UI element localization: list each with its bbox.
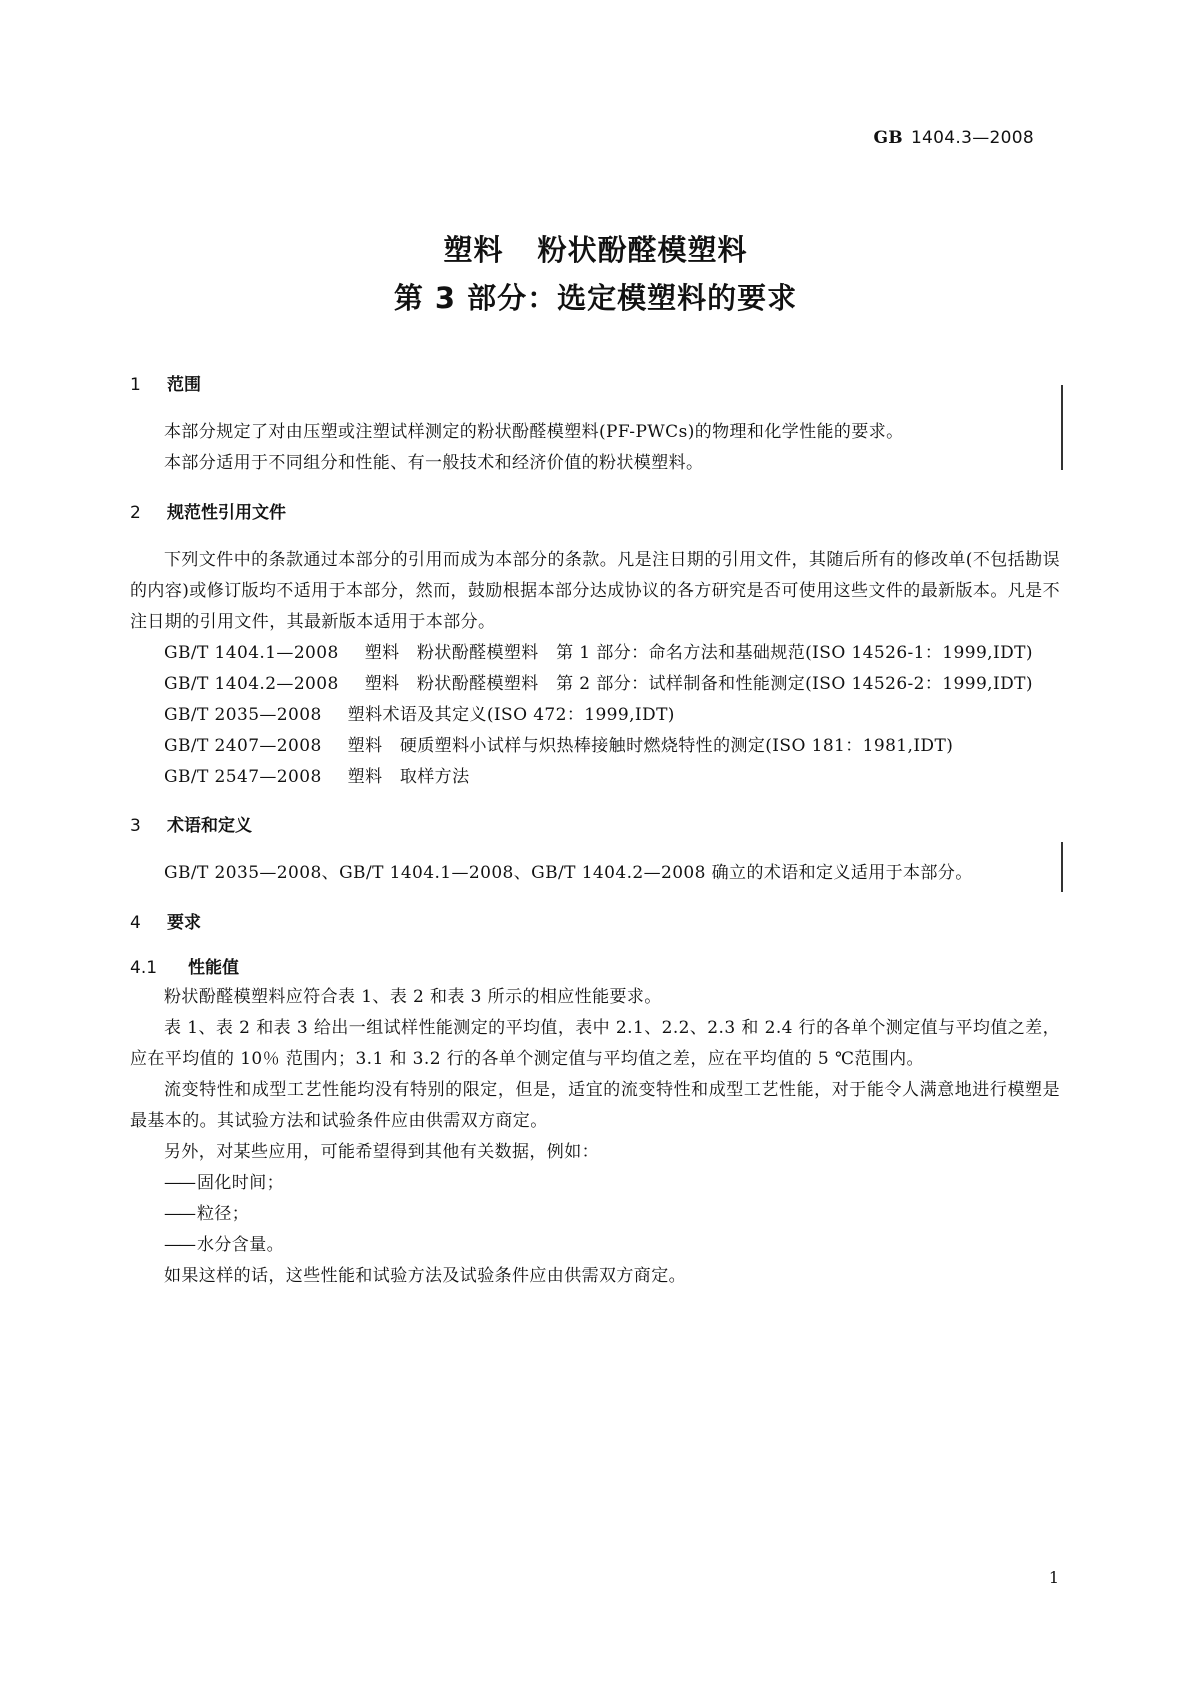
change-bar: [1061, 385, 1063, 470]
section-2: [130, 500, 1060, 793]
document-body: [130, 372, 1060, 1292]
paragraph: 流变特性和成型工艺性能均没有特别的限定，但是，适宜的流变特性和成型工艺性能，对于能令人满意地进行模塑是最基本的。其试验方法和试验条件应由供需双方商定。: [130, 1080, 1060, 1131]
change-bar: [1061, 842, 1063, 892]
dash-list-item: —— 粒径；: [164, 1204, 250, 1224]
reference-item: GB/T 1404.2—2008 塑料 粉状酚醛模塑料 第 2 部分：试样制备和性能测定(ISO 14526-2：1999,IDT): [164, 674, 1033, 694]
paragraph: 另外，对某些应用，可能希望得到其他有关数据，例如：: [164, 1142, 599, 1162]
standard-prefix: GB: [873, 128, 903, 148]
dash-list-item: —— 水分含量。: [164, 1235, 284, 1255]
title-part-b: 粉状酚醛模塑料: [537, 233, 748, 267]
title-part-a: 塑料: [443, 233, 504, 267]
section-heading: 4 要求: [130, 913, 201, 933]
section-heading: 3 术语和定义: [130, 816, 252, 836]
reference-item: GB/T 2407—2008 塑料 硬质塑料小试样与炽热棒接触时燃烧特性的测定(ISO 181：1981,IDT): [164, 736, 954, 756]
dash-list-item: —— 固化时间；: [164, 1173, 284, 1193]
paragraph: 下列文件中的条款通过本部分的引用而成为本部分的条款。凡是注日期的引用文件，其随后所有的修改单(不包括勘误的内容)或修订版均不适用于本部分，然而，鼓励根据本部分达成协议的各方研究是否可使用这些文件的最新版本。凡是不注日期的引用文件，其最新版本适用于本部分。: [130, 550, 1060, 632]
subsection-heading: 4.1 性能值: [130, 958, 239, 978]
standard-code: 1404.3—2008: [910, 128, 1034, 148]
reference-item: GB/T 2547—2008 塑料 取样方法: [164, 767, 470, 787]
document-title-line1: [0, 228, 1191, 269]
section-4: [130, 910, 1060, 1292]
paragraph: GB/T 2035—2008、GB/T 1404.1—2008、GB/T 1404.2—2008 确立的术语和定义适用于本部分。: [164, 863, 973, 883]
reference-item: GB/T 1404.1—2008 塑料 粉状酚醛模塑料 第 1 部分：命名方法和基础规范(ISO 14526-1：1999,IDT): [164, 643, 1033, 663]
paragraph: 粉状酚醛模塑料应符合表 1、表 2 和表 3 所示的相应性能要求。: [164, 987, 662, 1007]
document-title-line2: 第 3 部分：选定模塑料的要求: [393, 281, 798, 315]
paragraph: 表 1、表 2 和表 3 给出一组试样性能测定的平均值，表中 2.1、2.2、2.3 和 2.4 行的各单个测定值与平均值之差，应在平均值的 10％ 范围内；3.1 和 3.2 行的各单个测定值与平均值之差，应在平均值的 5 ℃范围内。: [130, 1018, 1060, 1069]
section-3: [130, 813, 1060, 889]
paragraph: 如果这样的话，这些性能和试验方法及试验条件应由供需双方商定。: [164, 1266, 686, 1286]
section-heading: 2 规范性引用文件: [130, 503, 286, 523]
section-1: [130, 372, 1060, 479]
standard-number: [873, 128, 1034, 148]
paragraph: 本部分适用于不同组分和性能、有一般技术和经济价值的粉状模塑料。: [164, 453, 704, 473]
section-heading: 1 范围: [130, 375, 201, 395]
paragraph: 本部分规定了对由压塑或注塑试样测定的粉状酚醛模塑料(PF-PWCs)的物理和化学性能的要求。: [164, 422, 904, 442]
reference-item: GB/T 2035—2008 塑料术语及其定义(ISO 472：1999,IDT): [164, 705, 675, 725]
page-number: 1: [1048, 1568, 1059, 1587]
